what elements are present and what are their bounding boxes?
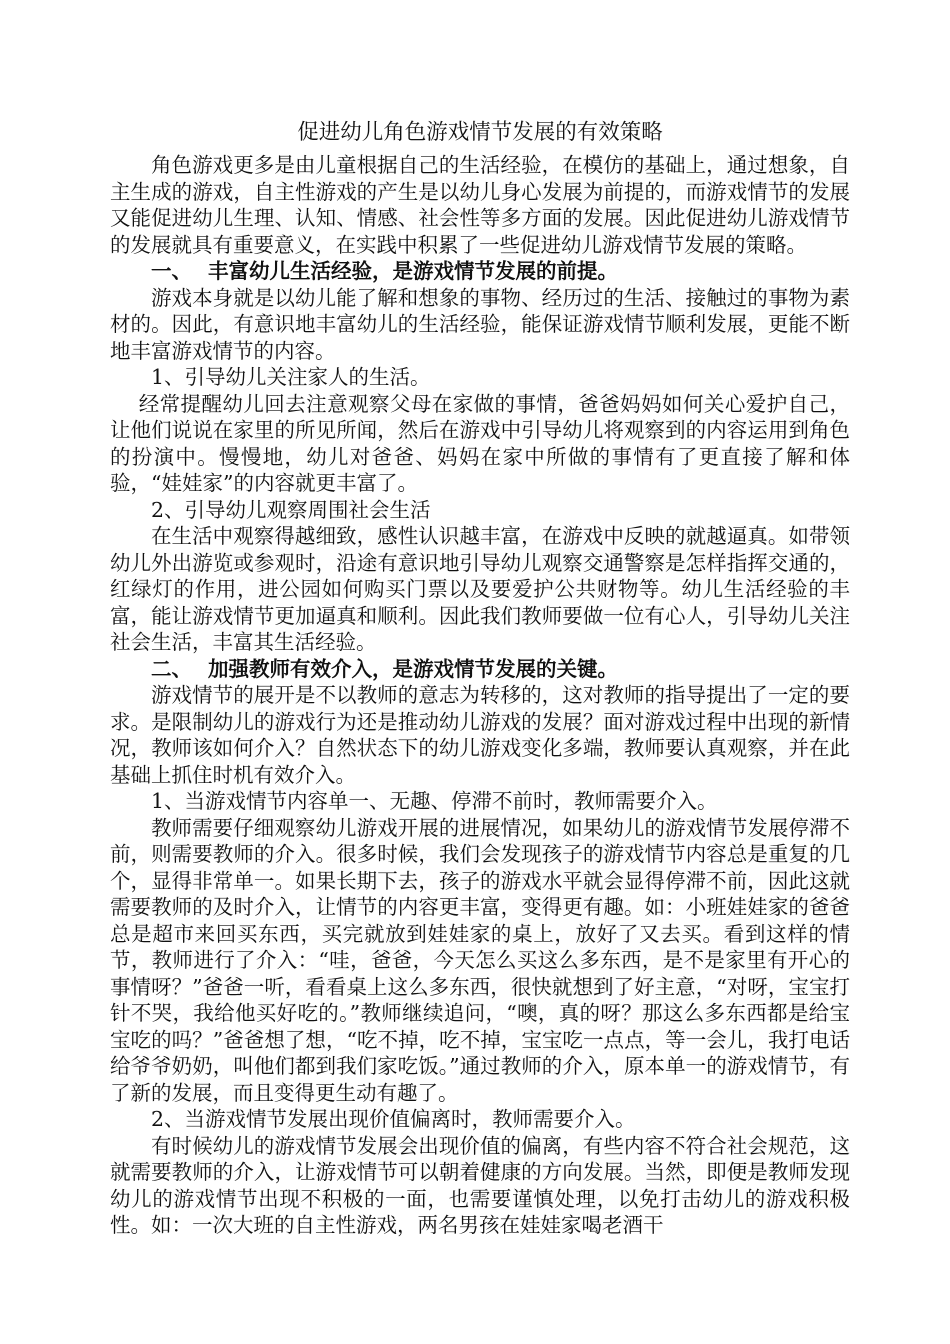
paragraph: 经常提醒幼儿回去注意观察父母在家做的事情，爸爸妈妈如何关心爱护自己，让他们说说在家里的所见所闻，然后在游戏中引导幼儿将观察到的内容运用到角色的扮演中。慢慢地，幼儿对爸爸、妈妈在家中所做的事情有了更直接了解和体验，“娃娃家”的内容就更丰富了。	[110, 391, 850, 495]
section-number: 一、	[151, 259, 192, 283]
paragraph: 在生活中观察得越细致，感性认识越丰富，在游戏中反映的就越逼真。如带领幼儿外出游览或参观时，沿途有意识地引导幼儿观察交通警察是怎样指挥交通的，红绿灯的作用，进公园如何购买门票以及要爱护公共财物等。幼儿生活经验的丰富，能让游戏情节更加逼真和顺利。因此我们教师要做一位有心人，引导幼儿关注社会生活，丰富其生活经验。	[110, 524, 850, 654]
section-heading	[110, 656, 850, 683]
subheading: 1、引导幼儿关注家人的生活。	[151, 365, 431, 389]
paragraph: 教师需要仔细观察幼儿游戏开展的进展情况，如果幼儿的游戏情节发展停滞不前，则需要教师的介入。很多时候，我们会发现孩子的游戏情节内容总是重复的几个，显得非常单一。如果长期下去，孩子的游戏水平就会显得停滞不前，因此这就需要教师的及时介入，让情节的内容更丰富，变得更有趣。如：小班娃娃家的爸爸总是超市来回买东西，买完就放到娃娃家的桌上，放好了又去买。看到这样的情节，教师进行了介入：“哇，爸爸，今天怎么买这么多东西，是不是家里有开心的事情呀？”爸爸一听，看看桌上这么多东西，很快就想到了好主意，“对呀，宝宝打针不哭，我给他买好吃的。”教师继续追问，“噢，真的呀？那这么多东西都是给宝宝吃的吗？”爸爸想了想，“吃不掉，吃不掉，宝宝吃一点点，等一会儿，我打电话给爷爷奶奶，叫他们都到我们家吃饭。”通过教师的介入，原本单一的游戏情节，有了新的发展，而且变得更生动有趣了。	[110, 815, 850, 1105]
section-number: 二、	[151, 656, 192, 681]
paragraph: 角色游戏更多是由儿童根据自己的生活经验，在模仿的基础上，通过想象，自主生成的游戏，自主性游戏的产生是以幼儿身心发展为前提的，而游戏情节的发展又能促进幼儿生理、认知、情感、社会性等多方面的发展。因此促进幼儿游戏情节的发展就具有重要意义，在实践中积累了一些促进幼儿游戏情节发展的策略。	[110, 153, 850, 257]
subheading: 2、当游戏情节发展出现价值偏离时，教师需要介入。	[151, 1107, 636, 1131]
paragraph: 游戏情节的展开是不以教师的意志为转移的，这对教师的指导提出了一定的要求。是限制幼儿的游戏行为还是推动幼儿游戏的发展？面对游戏过程中出现的新情况，教师该如何介入？自然状态下的幼儿游戏变化多端，教师要认真观察，并在此基础上抓住时机有效介入。	[110, 683, 850, 787]
section-heading-text: 加强教师有效介入，是游戏情节发展的关键。	[208, 656, 618, 681]
subheading: 2、引导幼儿观察周围社会生活	[151, 497, 431, 522]
document-title: 促进幼儿角色游戏情节发展的有效策略	[297, 120, 663, 145]
section-heading-text: 丰富幼儿生活经验，是游戏情节发展的前提。	[208, 259, 618, 283]
section-heading	[110, 258, 850, 285]
document-page	[110, 118, 850, 1239]
paragraph: 游戏本身就是以幼儿能了解和想象的事物、经历过的生活、接触过的事物为素材的。因此，有意识地丰富幼儿的生活经验，能保证游戏情节顺利发展，更能不断地丰富游戏情节的内容。	[110, 285, 850, 363]
subheading: 1、当游戏情节内容单一、无趣、停滞不前时，教师需要介入。	[151, 789, 718, 813]
paragraph: 有时候幼儿的游戏情节发展会出现价值的偏离，有些内容不符合社会规范，这就需要教师的介入，让游戏情节可以朝着健康的方向发展。当然，即便是教师发现幼儿的游戏情节出现不积极的一面，也需要谨慎处理，以免打击幼儿的游戏积极性。如：一次大班的自主性游戏，两名男孩在娃娃家喝老酒干	[110, 1133, 850, 1237]
